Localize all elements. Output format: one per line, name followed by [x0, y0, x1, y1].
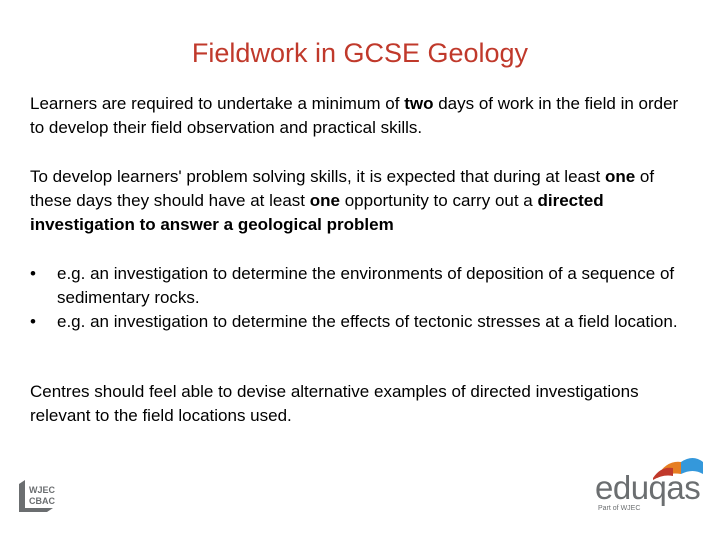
- wjec-text: WJEC: [29, 485, 56, 495]
- wjec-cbac-logo: [17, 478, 59, 514]
- eduqas-wordmark: eduqas: [595, 469, 701, 506]
- paragraph-text: opportunity to carry out a: [339, 191, 538, 210]
- list-item-text: e.g. an investigation to determine the effects of tectonic stresses at a field location.: [57, 312, 678, 331]
- emphasis-one: one: [604, 167, 636, 186]
- emphasis-directed-investigation: directed investigation to answer a geological problem: [30, 191, 604, 234]
- paragraph-alternative-examples: Centres should feel able to devise alternative examples of directed investigations relevant to the field locations used.: [30, 382, 639, 425]
- emphasis-two: two: [404, 94, 434, 113]
- paragraph-problem-solving: [30, 165, 685, 237]
- cbac-text: CBAC: [29, 496, 55, 506]
- emphasis-one: one: [309, 191, 340, 210]
- paragraph-text: Learners are required to undertake a minimum of: [30, 94, 405, 113]
- paragraph-minimum-days: [30, 92, 685, 140]
- list-item: [30, 262, 685, 310]
- list-item: [30, 310, 685, 334]
- examples-list: [30, 262, 685, 334]
- slide-title: Fieldwork in GCSE Geology: [191, 38, 529, 68]
- eduqas-tagline: Part of WJEC: [598, 505, 641, 512]
- bullet-icon: •: [30, 312, 36, 331]
- bullet-icon: •: [30, 264, 36, 283]
- paragraph-text: To develop learners' problem solving skills, it is expected that during at least: [30, 167, 605, 186]
- paragraph-text: of these days they should have at least: [30, 167, 655, 210]
- paragraph-text: days of work in the field in order to develop their field observation and practical skills.: [30, 94, 679, 137]
- wjec-logo-icon: [17, 478, 59, 514]
- list-item-text: e.g. an investigation to determine the environments of deposition of a sequence of sedimentary rocks.: [57, 264, 675, 307]
- eduqas-logo: [595, 452, 707, 518]
